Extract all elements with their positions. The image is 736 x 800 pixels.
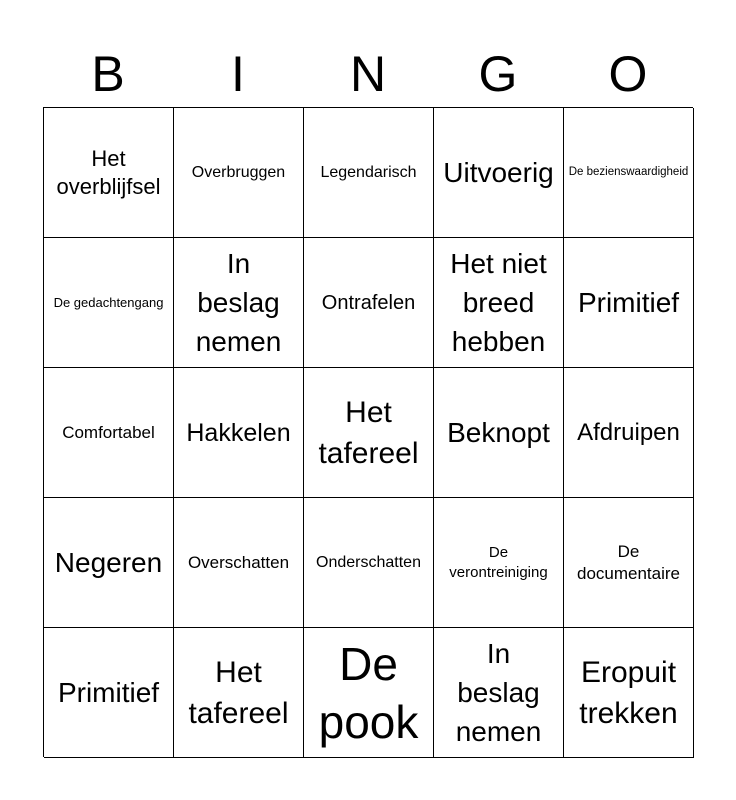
bingo-cell-r5c2[interactable] <box>174 628 304 758</box>
cell-text: Negeren <box>54 547 163 578</box>
bingo-cell-r5c4[interactable] <box>434 628 564 758</box>
cell-text: De documentaire <box>576 541 680 583</box>
cell-text: Het overblijfsel <box>56 145 161 199</box>
bingo-cell-r1c1[interactable] <box>44 108 174 238</box>
cell-text: Primitief <box>577 287 680 318</box>
cell-text: Het tafereel <box>188 655 289 730</box>
bingo-cell-r4c2[interactable] <box>174 498 304 628</box>
header-letter-b: B <box>91 46 125 102</box>
bingo-cell-r2c2[interactable] <box>174 238 304 368</box>
cell-text: Afdruipen <box>577 418 680 446</box>
cell-text: De gedachtengang <box>53 294 164 310</box>
cell-text: Eropuit trekken <box>579 655 678 730</box>
cell-text: Overschatten <box>187 552 290 572</box>
bingo-cell-r3c2[interactable] <box>174 368 304 498</box>
bingo-cell-r3c3[interactable] <box>304 368 434 498</box>
cell-text: De verontreiniging <box>449 543 548 581</box>
cell-text: Primitief <box>57 677 160 708</box>
bingo-cell-r3c4[interactable] <box>434 368 564 498</box>
bingo-cell-r3c1[interactable] <box>44 368 174 498</box>
bingo-cell-r5c1[interactable] <box>44 628 174 758</box>
bingo-header <box>43 40 693 108</box>
cell-text: Beknopt <box>447 417 550 448</box>
cell-text: Hakkelen <box>186 418 291 447</box>
bingo-cell-r5c5[interactable] <box>564 628 694 758</box>
bingo-cell-r4c3[interactable] <box>304 498 434 628</box>
bingo-cell-r5c3[interactable] <box>304 628 434 758</box>
bingo-cell-r4c4[interactable] <box>434 498 564 628</box>
bingo-card <box>43 107 693 757</box>
cell-text: Legendarisch <box>320 163 417 181</box>
bingo-cell-r1c5[interactable] <box>564 108 694 238</box>
header-letter-o: O <box>608 46 648 102</box>
cell-text: Comfortabel <box>62 422 155 442</box>
cell-text: De bezienswaardigheid <box>568 166 689 178</box>
cell-text: In beslag nemen <box>195 248 282 357</box>
cell-text: De pook <box>318 637 419 748</box>
bingo-cell-r2c5[interactable] <box>564 238 694 368</box>
bingo-cell-r4c1[interactable] <box>44 498 174 628</box>
header-letter-i: I <box>231 46 245 102</box>
header-letter-n: N <box>349 46 387 102</box>
header-letter-g: G <box>478 46 518 102</box>
cell-text: In beslag nemen <box>455 638 542 747</box>
bingo-cell-r2c3[interactable] <box>304 238 434 368</box>
bingo-cell-r1c3[interactable] <box>304 108 434 238</box>
cell-text: Het niet breed hebben <box>450 248 547 357</box>
bingo-cell-r1c4[interactable] <box>434 108 564 238</box>
cell-text: Onderschatten <box>316 553 421 571</box>
cell-text: Uitvoerig <box>443 157 554 188</box>
bingo-cell-r2c4[interactable] <box>434 238 564 368</box>
cell-text: Overbruggen <box>191 163 286 181</box>
cell-text: Ontrafelen <box>321 291 416 314</box>
cell-text: Het tafereel <box>318 395 419 470</box>
bingo-cell-r3c5[interactable] <box>564 368 694 498</box>
bingo-cell-r4c5[interactable] <box>564 498 694 628</box>
bingo-cell-r1c2[interactable] <box>174 108 304 238</box>
bingo-cell-r2c1[interactable] <box>44 238 174 368</box>
